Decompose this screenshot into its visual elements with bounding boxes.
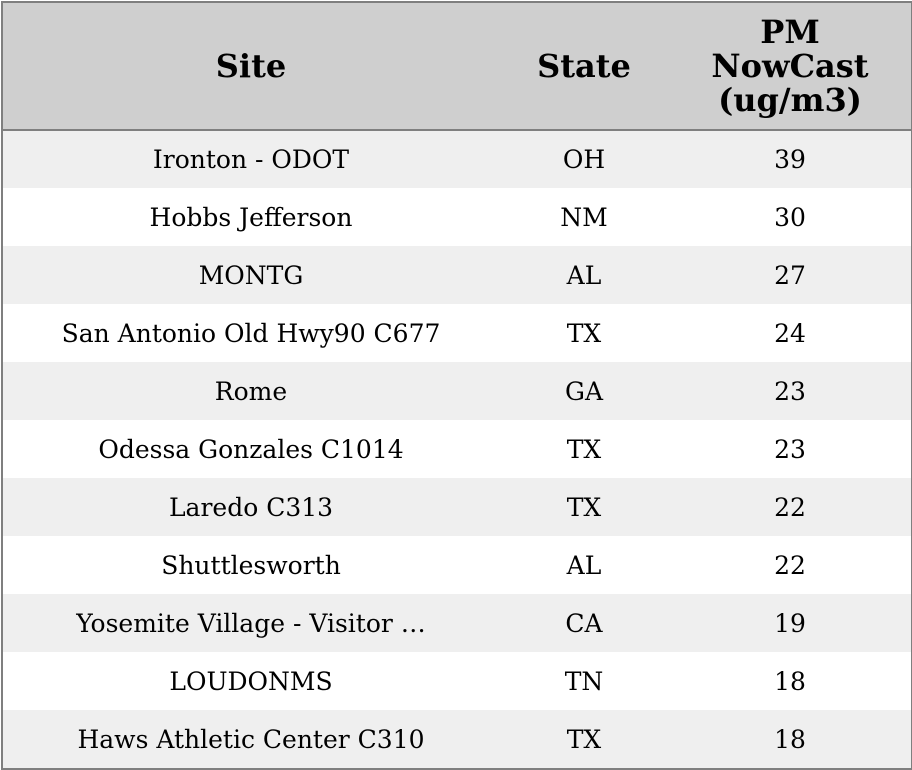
state-cell: CA	[565, 608, 603, 638]
state-cell: NM	[560, 202, 608, 232]
site-cell: Rome	[214, 376, 288, 406]
pm-value-cell: 24	[774, 318, 806, 348]
table-row	[3, 710, 911, 768]
site-cell: Hobbs Jefferson	[149, 202, 353, 232]
site-cell: LOUDONMS	[169, 666, 333, 696]
table-row	[3, 478, 911, 536]
table-row	[3, 246, 911, 304]
site-cell: Laredo C313	[168, 492, 334, 522]
site-cell: Shuttlesworth	[161, 550, 341, 580]
pm-value-cell: 39	[774, 145, 806, 174]
header-pm-line-3: (ug/m3)	[718, 81, 862, 119]
pm-value-cell: 30	[774, 202, 806, 232]
state-cell: TN	[564, 666, 604, 696]
header-row	[3, 3, 911, 130]
state-cell: AL	[566, 260, 602, 290]
pm-value-cell: 27	[774, 260, 806, 290]
header-state	[499, 3, 669, 130]
pm-value-cell: 22	[774, 492, 806, 522]
site-cell: Ironton - ODOT	[152, 145, 350, 174]
table-row	[3, 362, 911, 420]
pm-value-cell: 23	[774, 376, 806, 406]
header-pm	[669, 3, 911, 130]
state-cell: OH	[562, 145, 606, 174]
header-pm-line-1: PM	[760, 13, 820, 51]
table-row	[3, 536, 911, 594]
pm-value-cell: 18	[774, 666, 806, 696]
table-row	[3, 130, 911, 188]
table-row	[3, 594, 911, 652]
site-cell: Haws Athletic Center C310	[77, 724, 425, 754]
pm-value-cell: 23	[774, 434, 806, 464]
site-cell: San Antonio Old Hwy90 C677	[61, 318, 441, 348]
table-row	[3, 652, 911, 710]
state-cell: TX	[566, 318, 602, 348]
pm-value-cell: 22	[774, 550, 806, 580]
pm-nowcast-table	[3, 3, 911, 768]
state-cell: GA	[564, 376, 604, 406]
site-cell: Yosemite Village - Visitor …	[76, 608, 426, 638]
state-cell: TX	[566, 492, 602, 522]
header-site	[3, 3, 499, 130]
header-state-label: State	[537, 47, 631, 85]
state-cell: AL	[566, 550, 602, 580]
state-cell: TX	[566, 434, 602, 464]
header-site-label: Site	[215, 47, 287, 85]
table-frame	[1, 1, 912, 770]
table-row	[3, 304, 911, 362]
pm-value-cell: 18	[774, 724, 806, 754]
table-body	[3, 130, 911, 768]
site-cell: Odessa Gonzales C1014	[98, 434, 404, 464]
site-cell: MONTG	[198, 260, 304, 290]
table-row	[3, 420, 911, 478]
state-cell: TX	[566, 724, 602, 754]
header-pm-line-2: NowCast	[711, 47, 869, 85]
pm-value-cell: 19	[774, 608, 806, 638]
table-row	[3, 188, 911, 246]
